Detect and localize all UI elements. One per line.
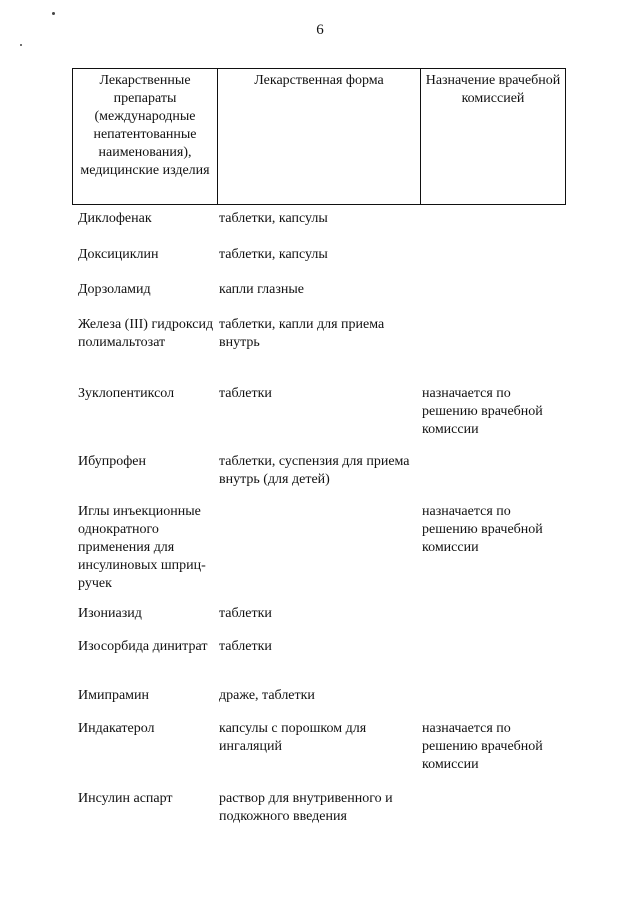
commission-note: назначается по решению врачебной комиссии xyxy=(422,386,543,437)
drug-name: Изониазид xyxy=(78,606,142,621)
drug-form: таблетки xyxy=(219,639,272,654)
drug-form: таблетки xyxy=(219,386,272,401)
drug-form: таблетки, суспензия для приема внутрь (для детей) xyxy=(219,454,410,487)
drug-name: Индакатерол xyxy=(78,721,155,736)
drug-name: Диклофенак xyxy=(78,211,152,226)
commission-note: назначается по решению врачебной комиссии xyxy=(422,721,543,772)
drug-name: Зуклопентиксол xyxy=(78,386,175,401)
drug-form: капли глазные xyxy=(219,282,304,297)
drug-name: Доксициклин xyxy=(78,247,159,262)
drug-name: Инсулин аспарт xyxy=(78,791,173,806)
drug-name: Ибупрофен xyxy=(78,454,146,469)
header-form: Лекарственная форма xyxy=(218,69,421,205)
drug-form: таблетки, капсулы xyxy=(219,211,328,226)
drug-form: драже, таблетки xyxy=(219,688,315,703)
drug-name: Изосорбида динитрат xyxy=(78,639,208,654)
drug-name: Имипрамин xyxy=(78,688,150,703)
commission-note: назначается по решению врачебной комиссии xyxy=(422,504,543,555)
drug-form: таблетки, капсулы xyxy=(219,247,328,262)
drug-name: Дорзоламид xyxy=(78,282,151,297)
drug-name: Железа (III) гидроксид полимальтозат xyxy=(78,317,214,350)
drug-form: раствор для внутривенного и подкожного введения xyxy=(219,791,393,824)
header-drugs: Лекарственные препараты (международные непатентованные наименования), медицинские изделия xyxy=(73,69,218,205)
drug-form: таблетки, капли для приема внутрь xyxy=(219,317,385,350)
drug-form: капсулы с порошком для ингаляций xyxy=(219,721,367,754)
drug-name: Иглы инъекционные однократного применения для инсулиновых шприц-ручек xyxy=(78,504,206,591)
header-commission: Назначение врачебной комиссией xyxy=(421,69,566,205)
drug-form: таблетки xyxy=(219,606,272,621)
page-number: 6 xyxy=(316,22,324,38)
